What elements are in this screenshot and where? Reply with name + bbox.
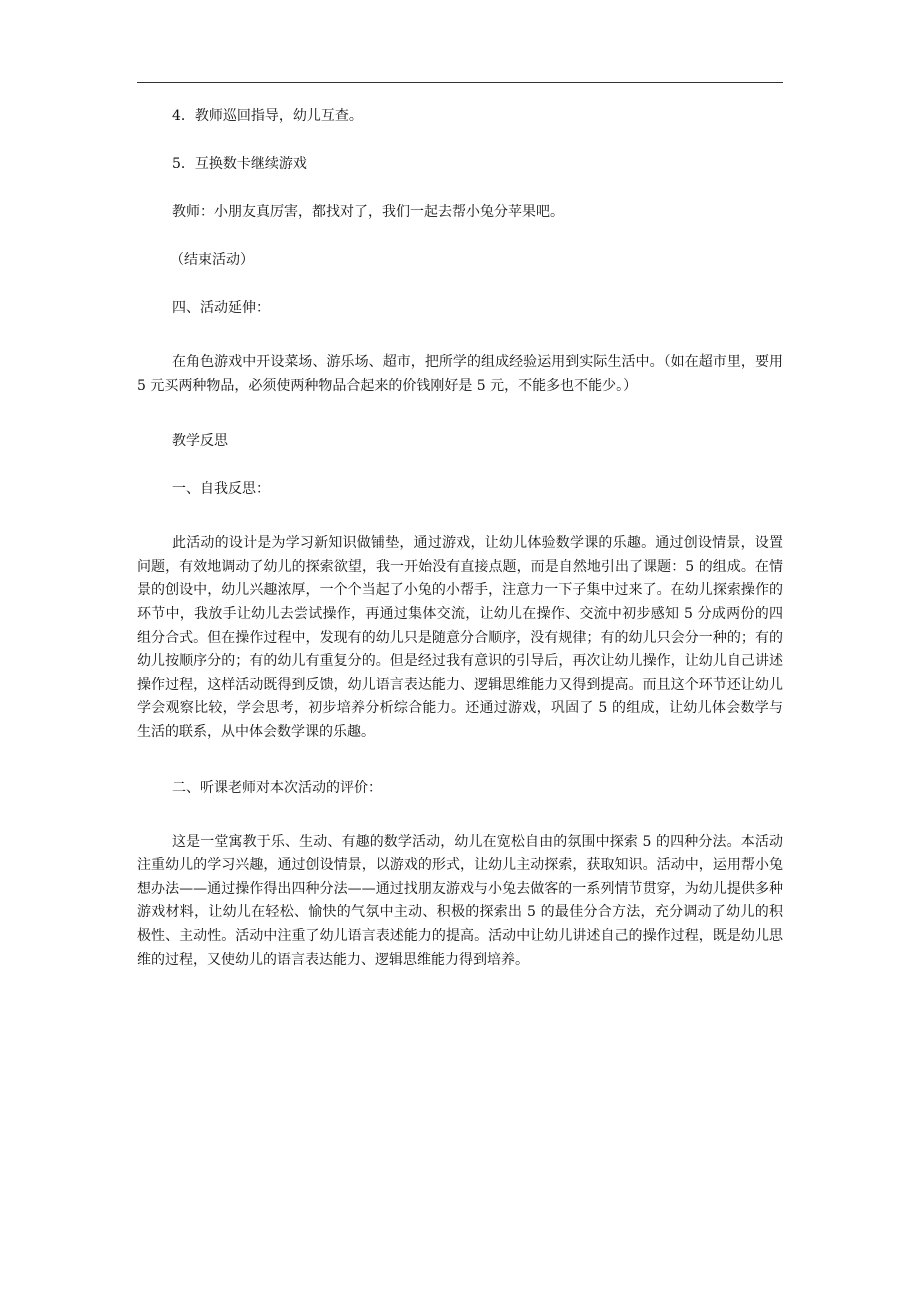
extension-paragraph: 在角色游戏中开设菜场、游乐场、超市，把所学的组成经验运用到实际生活中。（如在超市里，要用 5 元买两种物品，必须使两种物品合起来的价钱刚好是 5 元，不能多也不能少。） (137, 354, 783, 394)
self-reflection-paragraph: 此活动的设计是为学习新知识做铺垫，通过游戏，让幼儿体验数学课的乐趣。通过创设情景，设置问题，有效地调动了幼儿的探索欲望，我一开始没有直接点题，而是自然地引出了课题：5 的组成。在情景的创设中，幼儿兴趣浓厚，一个个当起了小兔的小帮手，注意力一下子集中过来了。在幼儿探索操作的环节中，我放手让幼儿去尝试操作，再通过集体交流，让幼儿在操作、交流中初步感知 5 分成两份的四组分合式。但在操作过程中，发现有的幼儿只是随意分合顺序，没有规律；有的幼儿只会分一种的；有的幼儿按顺序分的；有的幼儿有重复分的。但是经过我有意识的引导后，再次让幼儿操作，让幼儿自己讲述操作过程，这样活动既得到反馈，幼儿语言表达能力、逻辑思维能力又得到提高。而且这个环节还让幼儿学会观察比较，学会思考，初步培养分析综合能力。还通过游戏，巩固了 5 的组成，让幼儿体会数学与生活的联系，从中体会数学课的乐趣。 (137, 535, 783, 740)
evaluation-paragraph: 这是一堂寓教于乐、生动、有趣的数学活动，幼儿在宽松自由的氛围中探索 5 的四种分法。本活动注重幼儿的学习兴趣，通过创设情景，以游戏的形式，让幼儿主动探索，获取知识。活动中，运用帮小兔想办法——通过操作得出四种分法——通过找朋友游戏与小兔去做客的一系列情节贯穿，为幼儿提供多种游戏材料，让幼儿在轻松、愉快的气氛中主动、积极的探索出 5 的最佳分合方法，充分调动了幼儿的积极性、主动性。活动中注重了幼儿语言表述能力的提高。活动中让幼儿讲述自己的操作过程，既是幼儿思维的过程，又使幼儿的语言表达能力、逻辑思维能力得到培养。 (137, 833, 783, 968)
step-4-text: 4．教师巡回指导，幼儿互查。 (172, 108, 363, 124)
self-reflection-heading: 一、自我反思： (172, 481, 270, 498)
header-rule (137, 82, 783, 83)
teacher-dialogue: 教师：小朋友真厉害，都找对了，我们一起去帮小兔分苹果吧。 (172, 204, 564, 220)
document-body (137, 106, 783, 972)
step-5-text: 5．互换数卡继续游戏 (172, 156, 307, 172)
reflection-title: 教学反思 (172, 433, 228, 450)
evaluation-heading: 二、听课老师对本次活动的评价： (172, 779, 382, 796)
end-activity-note: （结束活动） (170, 252, 254, 268)
section-4-heading: 四、活动延伸： (172, 300, 270, 316)
